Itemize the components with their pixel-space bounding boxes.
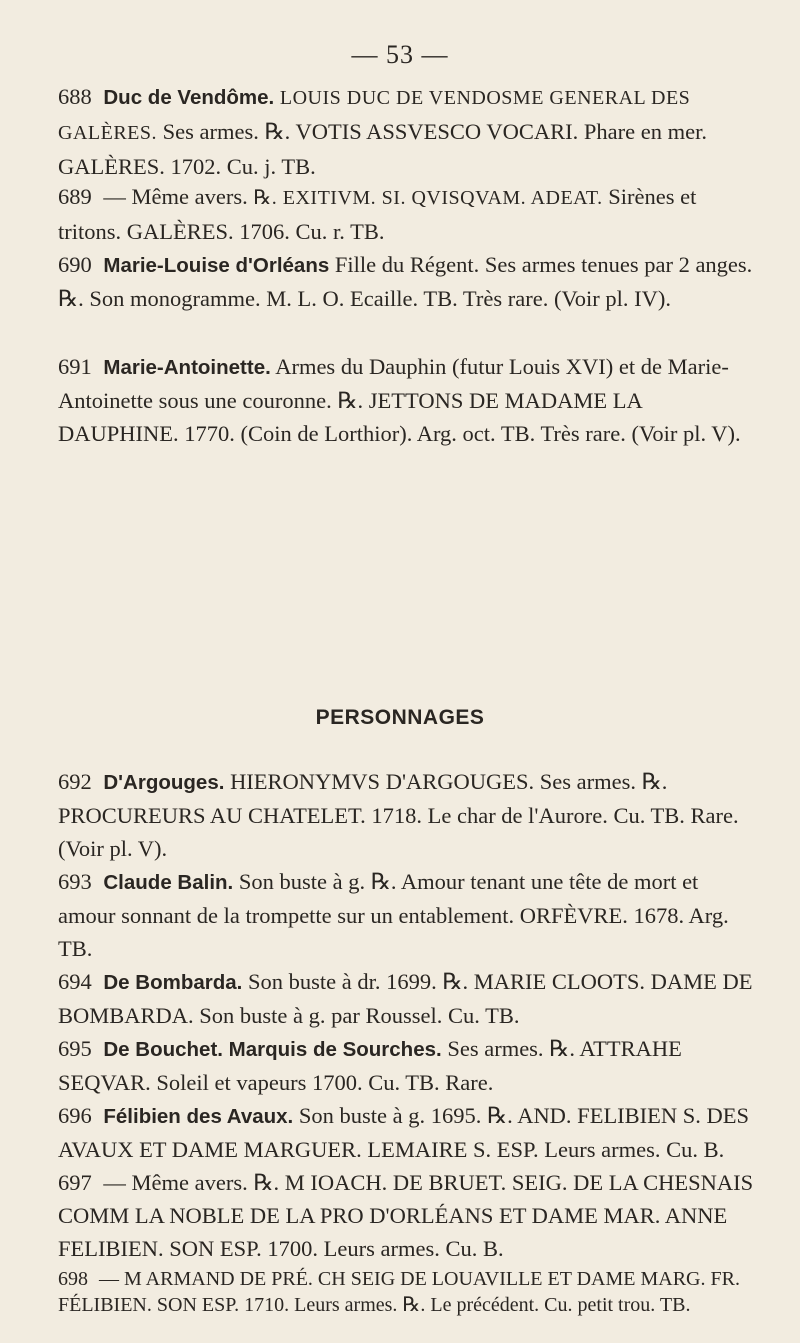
entry-697 [58, 1166, 758, 1265]
entry-name: Claude Balin. [103, 871, 234, 894]
entry-text: Sirènes et tritons. GALÈRES. 1706. Cu. r. TB. [58, 184, 697, 244]
entry-name: — [99, 1268, 119, 1290]
entry-692 [58, 765, 758, 865]
entry-text: Son buste à g. 1695. ℞. AND. FELIBIEN S. DES AVAUX ET DAME MARGUER. LEMAIRE S. ESP. Leurs armes. Cu. B. [58, 1103, 750, 1162]
entry-number: 690 [58, 252, 92, 277]
entry-name: Marie-Antoinette. [103, 356, 271, 379]
entry-text: Armes du Dauphin (futur Louis XVI) et de Marie-Antoinette sous une couronne. ℞. JETTONS DE MADAME LA DAUPHINE. 1770. (Coin de Lorthior). Arg. oct. TB. Très rare. (Voir pl. V). [58, 354, 741, 446]
page-number: — 53 — [351, 40, 449, 69]
entry-name: De Bombarda. [103, 971, 243, 994]
entry-text: ℞. M IOACH. DE BRUET. SEIG. DE LA CHESNAIS COMM LA NOBLE DE LA PRO D'ORLÉANS ET DAME MAR. ANNE FELIBIEN. SON ESP. 1700. Leurs armes. Cu. B. [58, 1170, 754, 1261]
entry-text: M ARMAND DE PRÉ. CH SEIG DE LOUAVILLE ET DAME MARG. FR. FÉLIBIEN. SON ESP. 1710. Leurs armes. ℞. Le précédent. Cu. petit trou. TB. [58, 1268, 740, 1316]
entry-text: HIERONYMVS D'ARGOUGES. Ses armes. ℞. PROCUREURS AU CHATELET. 1718. Le char de l'Aurore. Cu. TB. Rare. (Voir pl. V). [58, 769, 739, 861]
entry-694 [58, 965, 758, 1032]
entry-name: Marie-Louise d'Orléans [103, 254, 330, 277]
entry-number: 695 [58, 1036, 92, 1061]
entry-698 [58, 1266, 758, 1318]
entry-number: 689 [58, 184, 92, 209]
entry-number: 697 [58, 1170, 92, 1195]
entry-695 [58, 1032, 758, 1099]
entry-text: Fille du Régent. Ses armes tenues par 2 anges. ℞. Son monogramme. M. L. O. Ecaille. TB. Très rare. (Voir pl. IV). [58, 252, 753, 311]
entry-number: 696 [58, 1103, 92, 1128]
entry-number: 693 [58, 869, 92, 894]
entry-text: Ses armes. ℞. ATTRAHE SEQVAR. Soleil et vapeurs 1700. Cu. TB. Rare. [58, 1036, 682, 1095]
entry-691 [58, 350, 758, 450]
entry-690 [58, 248, 758, 315]
entry-number: 694 [58, 969, 92, 994]
entry-number: 698 [58, 1268, 88, 1290]
entry-number: 692 [58, 769, 92, 794]
entry-text: Son buste à g. ℞. Amour tenant une tête de mort et amour sonnant de la trompette sur un entablement. ORFÈVRE. 1678. Arg. TB. [58, 869, 729, 961]
entry-696 [58, 1099, 758, 1166]
entry-name: Duc de Vendôme. [103, 86, 275, 109]
entry-name: — Même avers. [103, 1170, 248, 1195]
entry-legend: ℞. EXITIVM. SI. QVISQVAM. ADEAT. [253, 187, 603, 209]
entry-number: 688 [58, 84, 92, 109]
entry-name: — Même avers. [103, 184, 248, 209]
entry-688 [58, 80, 758, 183]
entry-693 [58, 865, 758, 965]
entry-number: 691 [58, 354, 92, 379]
entry-legend: LOUIS DUC DE VENDOSME GENERAL DES GALÈRES. [58, 87, 691, 144]
entry-text: Son buste à dr. 1699. ℞. MARIE CLOOTS. DAME DE BOMBARDA. Son buste à g. par Roussel. Cu. TB. [58, 969, 753, 1028]
section-title: PERSONNAGES [315, 706, 485, 729]
entry-name: De Bouchet. Marquis de Sourches. [103, 1038, 442, 1061]
entry-689 [58, 180, 758, 248]
entry-name: Félibien des Avaux. [103, 1105, 294, 1128]
entry-text: Ses armes. ℞. VOTIS ASSVESCO VOCARI. Phare en mer. GALÈRES. 1702. Cu. j. TB. [58, 119, 707, 179]
entry-name: D'Argouges. [103, 771, 225, 794]
